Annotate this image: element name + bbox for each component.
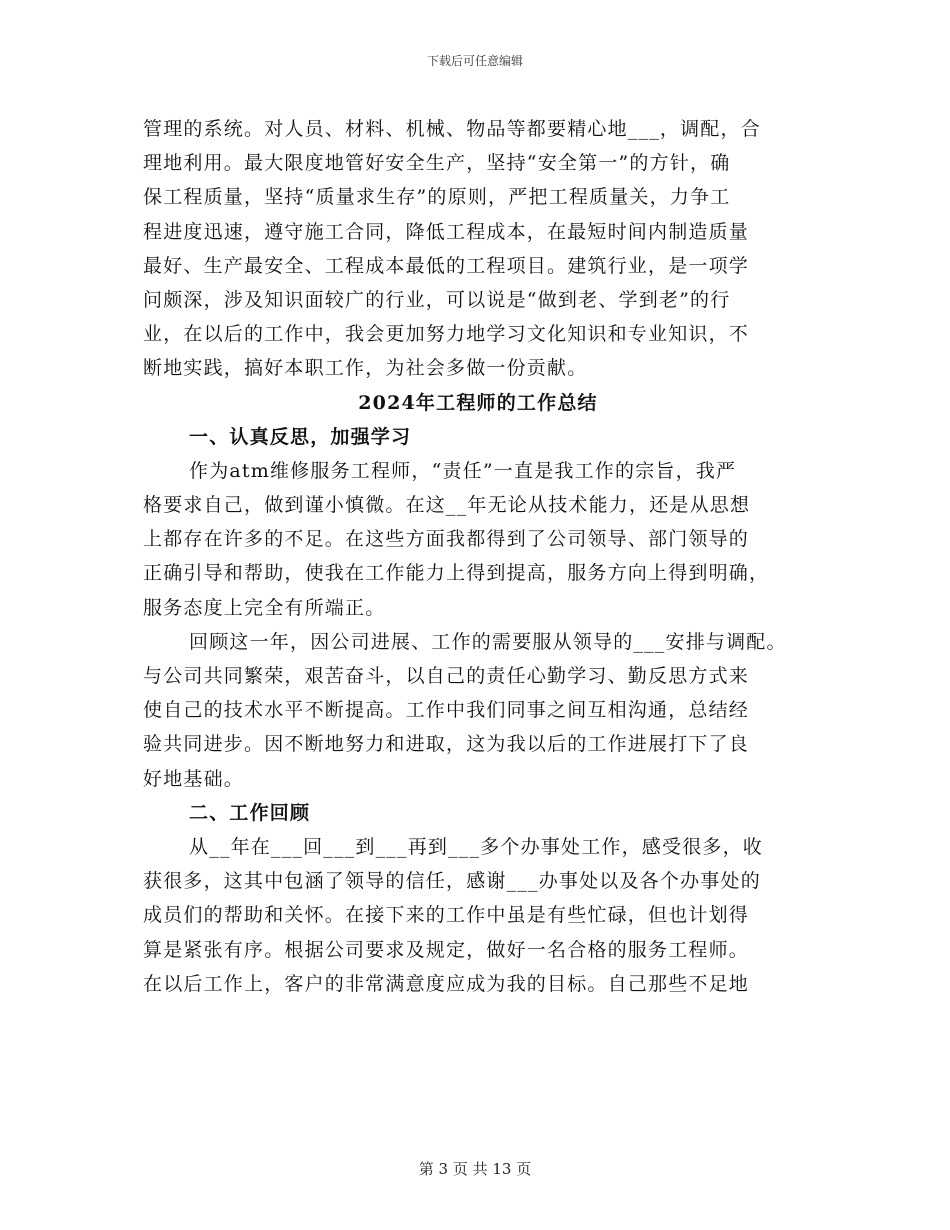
paragraph-line: 好地基础。 (143, 767, 245, 790)
paragraph-line: 使自己的技术水平不断提高。工作中我们同事之间互相沟通，总结经 (143, 699, 750, 722)
paragraph-line: 断地实践，搞好本职工作，为社会多做一份贡献。 (143, 357, 588, 380)
paragraph-line: 服务态度上完全有所端正。 (143, 596, 386, 619)
paragraph-line: 与公司共同繁荣，艰苦奋斗，以自己的责任心勤学习、勤反思方式来 (143, 665, 750, 687)
section-heading-1: 一、认真反思，加强学习 (189, 425, 412, 448)
paragraph-line: 业，在以后的工作中，我会更加努力地学习文化知识和专业知识，不 (143, 323, 750, 346)
page-number-footer: 第 3 页 共 13 页 (418, 1160, 532, 1178)
paragraph-line: 在以后工作上，客户的非常满意度应成为我的目标。自己那些不足地 (143, 972, 750, 995)
paragraph-line: 理地利用。最大限度地管好安全生产，坚持“安全第一”的方针，确 (143, 152, 731, 175)
paragraph-line: 从__年在___回___到___再到___多个办事处工作，感受很多，收 (189, 835, 764, 858)
paragraph-line: 保工程质量，坚持“质量求生存”的原则，严把工程质量关，力争工 (143, 186, 731, 209)
paragraph-line: 作为atm维修服务工程师，“责任”一直是我工作的宗旨，我严 (189, 459, 737, 482)
section-heading-2: 二、工作回顾 (189, 801, 311, 824)
paragraph-line: 成员们的帮助和关怀。在接下来的工作中虽是有些忙碌，但也计划得 (143, 904, 750, 927)
paragraph-line: 格要求自己，做到谨小慎微。在这__年无论从技术能力，还是从思想 (143, 494, 751, 517)
paragraph-line: 程进度迅速，遵守施工合同，降低工程成本，在最短时间内制造质量 (143, 220, 750, 243)
document-title: 2024年工程师的工作总结 (358, 391, 598, 414)
paragraph-line: 问颇深，涉及知识面较广的行业，可以说是“做到老、学到老”的行 (143, 288, 731, 311)
paragraph-line: 上都存在许多的不足。在这些方面我都得到了公司领导、部门领导的 (143, 528, 750, 551)
paragraph-line: 算是紧张有序。根据公司要求及规定，做好一名合格的服务工程师。 (143, 938, 750, 961)
paragraph-line: 验共同进步。因不断地努力和进取，这为我以后的工作进展打下了良 (143, 733, 750, 756)
page-header-note: 下载后可任意编辑 (426, 54, 523, 68)
paragraph-line: 回顾这一年，因公司进展、工作的需要服从领导的___安排与调配。 (189, 630, 787, 653)
paragraph-line: 管理的系统。对人员、材料、机械、物品等都要精心地___，调配，合 (143, 118, 761, 140)
paragraph-line: 获很多，这其中包涵了领导的信任，感谢___办事处以及各个办事处的 (143, 870, 761, 893)
document-body (143, 112, 823, 1001)
paragraph-line: 最好、生产最安全、工程成本最低的工程项目。建筑行业，是一项学 (143, 254, 750, 277)
paragraph-line: 正确引导和帮助，使我在工作能力上得到提高，服务方向上得到明确， (143, 562, 770, 585)
